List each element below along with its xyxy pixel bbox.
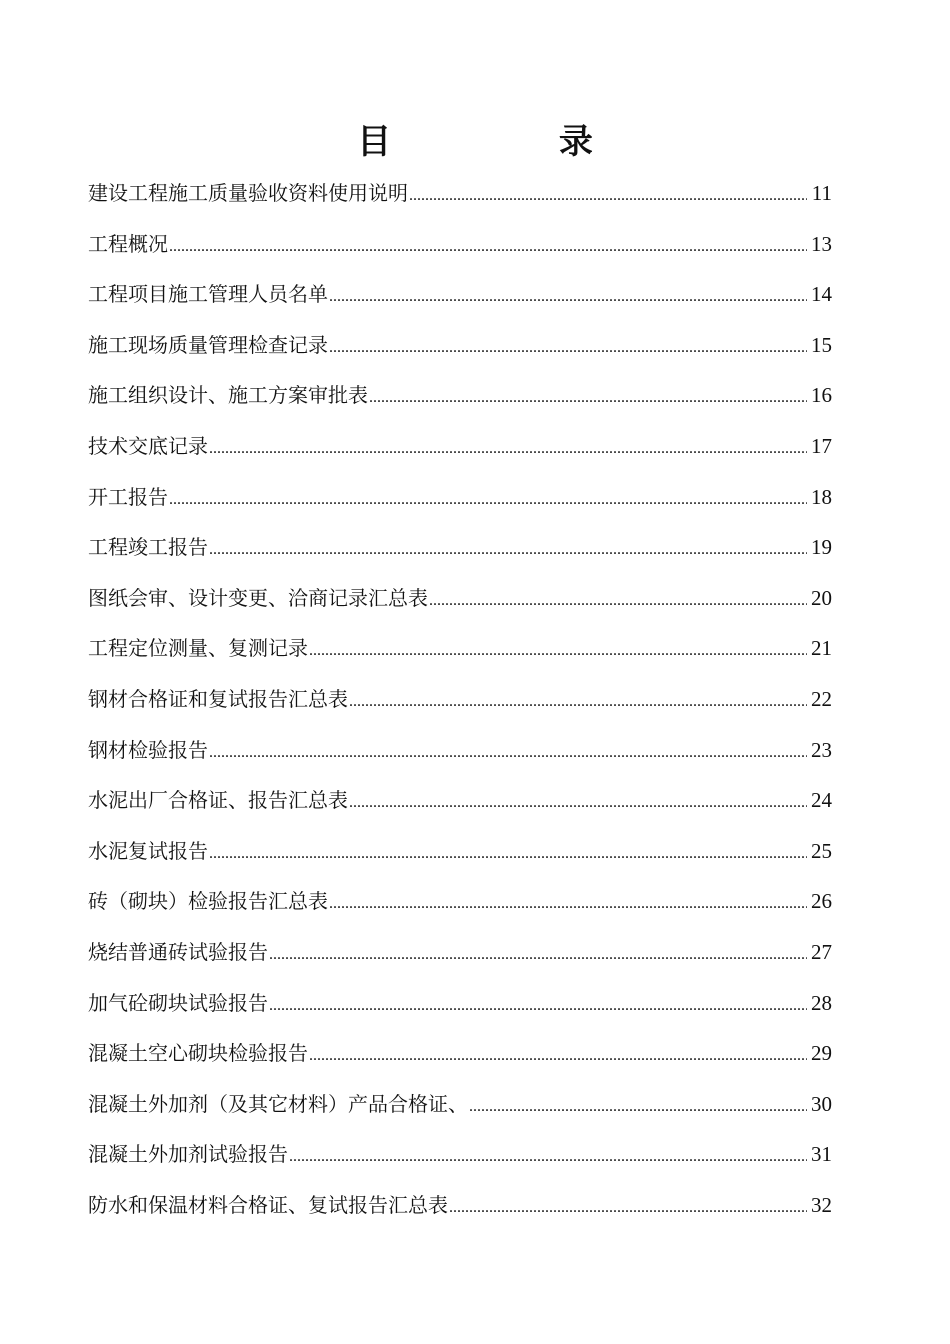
page-title: 目 录 xyxy=(357,122,671,162)
toc-entry-title: 工程项目施工管理人员名单 xyxy=(88,282,328,307)
toc-entry-page-number: 24 xyxy=(811,788,832,813)
toc-entry-page-number: 27 xyxy=(811,939,832,964)
toc-entry-title: 钢材合格证和复试报告汇总表 xyxy=(88,686,348,711)
toc-entry-title: 混凝土外加剂（及其它材料）产品合格证、 xyxy=(88,1091,468,1116)
toc-entry[interactable] xyxy=(88,269,832,320)
toc-entry[interactable] xyxy=(88,1129,832,1180)
toc-entry[interactable] xyxy=(88,573,832,624)
toc-dot-leader xyxy=(329,879,807,930)
toc-dot-leader xyxy=(209,525,807,576)
toc-entry[interactable] xyxy=(88,1079,832,1130)
toc-entry[interactable] xyxy=(88,472,832,523)
toc-dot-leader xyxy=(289,1132,807,1183)
toc-entry-page-number: 19 xyxy=(811,535,832,560)
toc-dot-leader xyxy=(429,576,807,627)
toc-entry[interactable] xyxy=(88,522,832,573)
toc-entry-page-number: 31 xyxy=(811,1142,832,1167)
toc-entry-title: 防水和保温材料合格证、复试报告汇总表 xyxy=(88,1192,448,1217)
toc-dot-leader xyxy=(209,424,807,475)
toc-dot-leader xyxy=(209,829,807,880)
toc-entry-page-number: 23 xyxy=(811,737,832,762)
toc-entry[interactable] xyxy=(88,674,832,725)
toc-dot-leader xyxy=(169,222,807,273)
toc-entry[interactable] xyxy=(88,1028,832,1079)
toc-entry-page-number: 13 xyxy=(811,231,832,256)
toc-entry-title: 图纸会审、设计变更、洽商记录汇总表 xyxy=(88,585,428,610)
toc-entry-title: 技术交底记录 xyxy=(88,433,208,458)
toc-entry[interactable] xyxy=(88,1180,832,1231)
toc-dot-leader xyxy=(209,728,807,779)
toc-entry-title: 砖（砌块）检验报告汇总表 xyxy=(88,889,328,914)
toc-entry[interactable] xyxy=(88,876,832,927)
toc-entry-title: 施工组织设计、施工方案审批表 xyxy=(88,383,368,408)
toc-dot-leader xyxy=(369,373,807,424)
toc-entry-page-number: 20 xyxy=(811,585,832,610)
toc-dot-leader xyxy=(269,981,807,1032)
toc-entry[interactable] xyxy=(88,623,832,674)
toc-entry-title: 工程竣工报告 xyxy=(88,535,208,560)
toc-entry-page-number: 29 xyxy=(811,1041,832,1066)
toc-entry-title: 加气砼砌块试验报告 xyxy=(88,990,268,1015)
toc-dot-leader xyxy=(449,1183,807,1234)
toc-entry-page-number: 16 xyxy=(811,383,832,408)
toc-entry-page-number: 21 xyxy=(811,636,832,661)
toc-dot-leader xyxy=(329,272,807,323)
toc-entry-page-number: 11 xyxy=(811,181,832,205)
toc-dot-leader xyxy=(309,626,807,677)
toc-entry-page-number: 32 xyxy=(811,1192,832,1217)
toc-entry-title: 开工报告 xyxy=(88,484,168,509)
toc-entry[interactable] xyxy=(88,826,832,877)
toc-entry[interactable] xyxy=(88,168,832,219)
toc-entry-page-number: 15 xyxy=(811,332,832,357)
toc-entry-page-number: 30 xyxy=(811,1091,832,1116)
toc-dot-leader xyxy=(269,930,807,981)
toc-entry-page-number: 14 xyxy=(811,282,832,307)
toc-entry[interactable] xyxy=(88,775,832,826)
toc-entry-page-number: 25 xyxy=(811,838,832,863)
toc-dot-leader xyxy=(349,677,807,728)
toc-entry-title: 混凝土外加剂试验报告 xyxy=(88,1142,288,1167)
toc-entry[interactable] xyxy=(88,978,832,1029)
table-of-contents xyxy=(88,168,832,1230)
toc-entry-title: 施工现场质量管理检查记录 xyxy=(88,332,328,357)
toc-entry[interactable] xyxy=(88,927,832,978)
toc-entry-title: 水泥出厂合格证、报告汇总表 xyxy=(88,788,348,813)
toc-entry[interactable] xyxy=(88,421,832,472)
toc-entry[interactable] xyxy=(88,370,832,421)
toc-entry[interactable] xyxy=(88,725,832,776)
toc-dot-leader xyxy=(409,171,807,222)
toc-dot-leader xyxy=(309,1031,807,1082)
toc-entry-page-number: 17 xyxy=(811,433,832,458)
toc-dot-leader xyxy=(169,475,807,526)
toc-entry-title: 工程定位测量、复测记录 xyxy=(88,636,308,661)
toc-entry[interactable] xyxy=(88,320,832,371)
toc-dot-leader xyxy=(329,323,807,374)
toc-entry-title: 混凝土空心砌块检验报告 xyxy=(88,1041,308,1066)
toc-entry[interactable] xyxy=(88,219,832,270)
toc-entry-title: 水泥复试报告 xyxy=(88,838,208,863)
toc-entry-page-number: 22 xyxy=(811,686,832,711)
toc-dot-leader xyxy=(349,778,807,829)
toc-entry-title: 建设工程施工质量验收资料使用说明 xyxy=(88,181,408,205)
toc-entry-title: 钢材检验报告 xyxy=(88,737,208,762)
toc-entry-title: 烧结普通砖试验报告 xyxy=(88,939,268,964)
toc-entry-page-number: 26 xyxy=(811,889,832,914)
toc-dot-leader xyxy=(469,1082,807,1133)
toc-entry-title: 工程概况 xyxy=(88,231,168,256)
toc-entry-page-number: 18 xyxy=(811,484,832,509)
toc-entry-page-number: 28 xyxy=(811,990,832,1015)
